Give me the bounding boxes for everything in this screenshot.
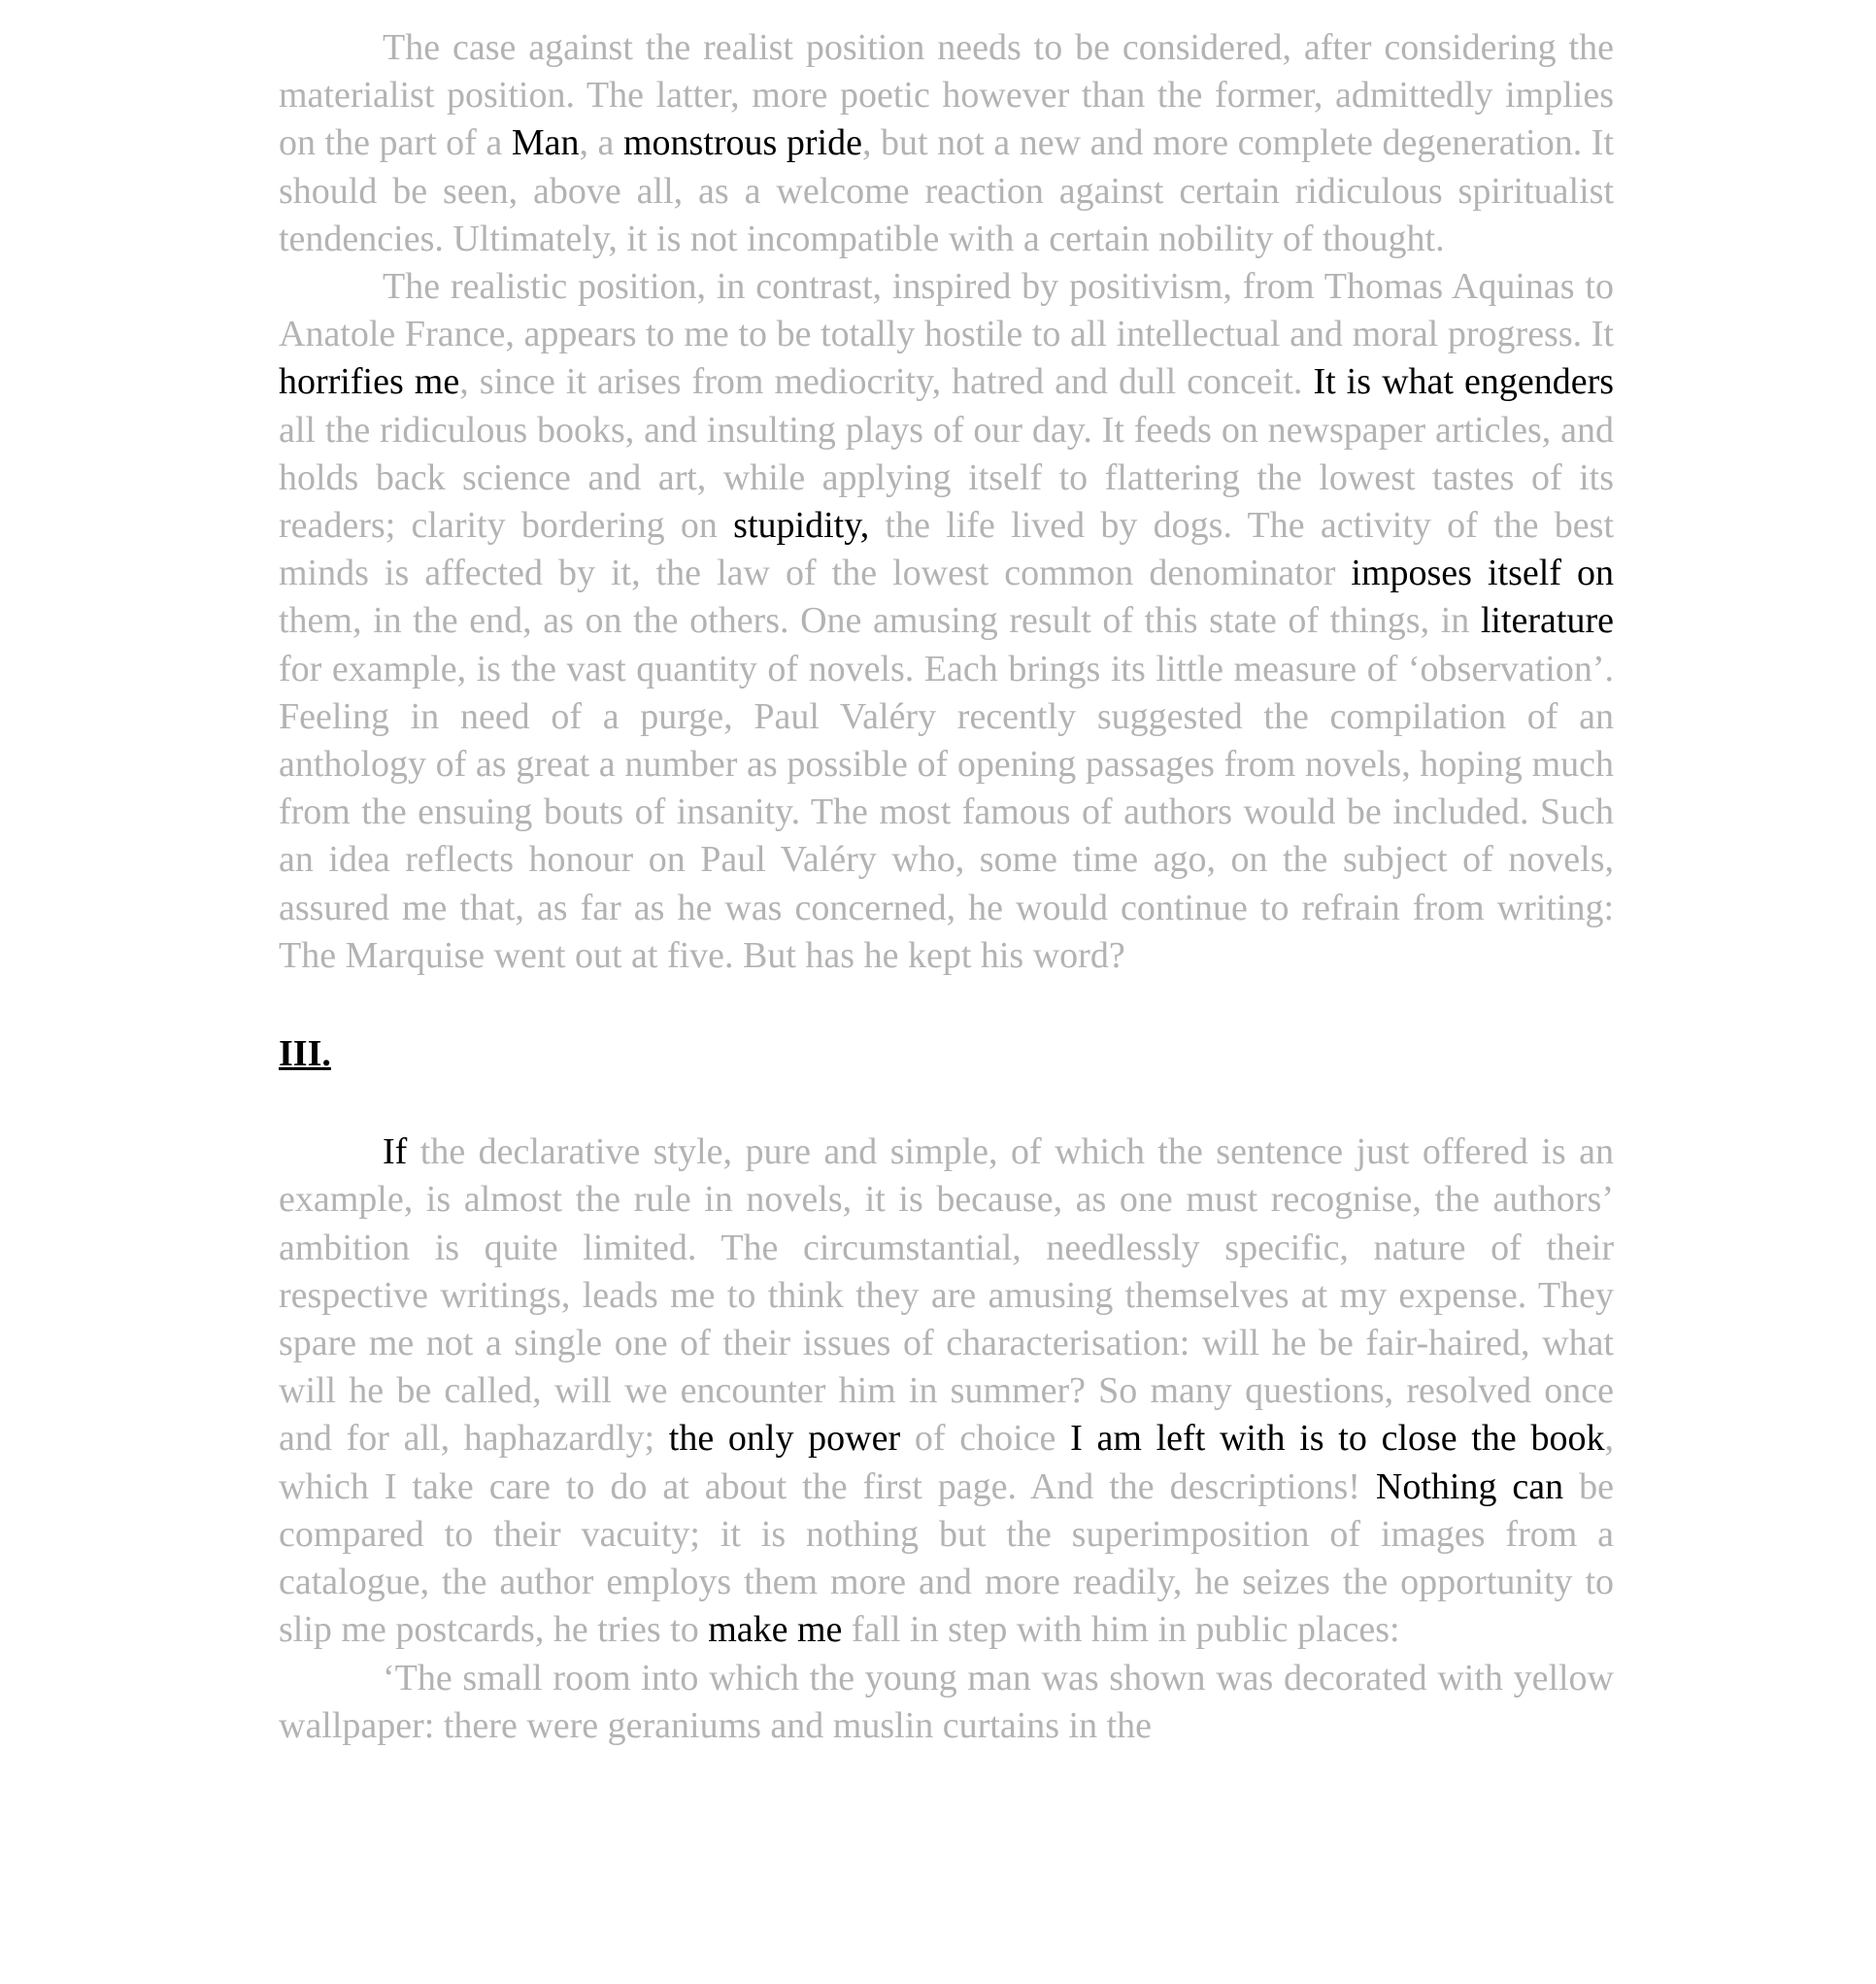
text-segment: the declarative style, pure and simple, of which the sentence just offered is an example, is almost the rule in novels, it is because, as one must recognise, the authors’ ambition is quite limited. The circumstantial, needlessly specific, nature of their respective writings, leads me to think they are amusing themselves at my expense. They spare me not a single one of their issues of characterisation: will he be fair-haired, what will he be called, will we encounter him in summer? So many questions, resolved once and for all, haphazardly; — [279, 1131, 1614, 1460]
text-segment: all the ridiculous books, and insulting plays of our day. It feeds on newspaper articles, and holds back science and art, while applying itself to flattering the lowest tastes of its readers; clarity bordering on — [279, 409, 1614, 547]
section-heading: III. — [279, 1033, 331, 1075]
highlighted-phrase: the only power — [668, 1418, 901, 1460]
text-segment: ‘The small room into which the young man was shown was decorated with yellow wallpaper: there were geraniums and muslin curtains in the — [279, 1657, 1614, 1746]
text-segment: be compared to their vacuity; it is nothing but the superimposition of images from a catalogue, the author employs them more and more readily, he seizes the opportunity to slip me postcards, he tries to — [279, 1465, 1614, 1651]
highlighted-phrase: make me — [708, 1609, 843, 1651]
text-segment: fall in step with him in public places: — [842, 1609, 1400, 1651]
highlighted-phrase: horrifies me — [279, 361, 460, 403]
text-segment: , since it arises from mediocrity, hatred and dull conceit. — [459, 361, 1314, 403]
highlighted-phrase: Nothing can — [1375, 1465, 1564, 1507]
text-segment: The realistic position, in contrast, inspired by positivism, from Thomas Aquinas to Anatole France, appears to me to be totally hostile to all intellectual and moral progress. It — [279, 266, 1614, 355]
text-segment: them, in the end, as on the others. One amusing result of this state of things, in — [279, 600, 1481, 642]
highlighted-phrase: monstrous pride — [623, 122, 862, 164]
text-segment: the life lived by dogs. The activity of the best minds is affected by it, the law of the lowest common denominator — [279, 505, 1614, 594]
text-segment: , which I take care to do at about the first page. And the descriptions! — [279, 1418, 1615, 1507]
document-page — [279, 24, 1614, 1750]
highlighted-phrase: It is what engenders — [1313, 361, 1615, 403]
highlighted-phrase: Man — [511, 122, 580, 164]
text-segment: , a — [579, 122, 623, 164]
paragraph-declarative-style — [279, 1128, 1614, 1654]
paragraph-quotation — [279, 1655, 1614, 1750]
text-segment: of choice — [900, 1418, 1071, 1460]
highlighted-phrase: literature — [1480, 600, 1614, 642]
text-segment: , but not a new and more complete degeneration. It should be seen, above all, as a welcome reaction against certain ridiculous spiritualist tendencies. Ultimately, it is not incompatible with a certain nobility of thought. — [279, 122, 1615, 259]
paragraph-realistic — [279, 263, 1614, 980]
paragraph-materialist — [279, 24, 1614, 263]
text-segment: The case against the realist position needs to be considered, after considering the materialist position. The latter, more poetic however than the former, admittedly implies on the part of a — [279, 27, 1614, 164]
highlighted-phrase: If — [383, 1131, 408, 1173]
highlighted-phrase: I am left with is to close the book — [1070, 1418, 1605, 1460]
highlighted-phrase: imposes itself on — [1351, 553, 1614, 594]
highlighted-phrase: stupidity, — [733, 505, 870, 547]
text-segment: for example, is the vast quantity of novels. Each brings its little measure of ‘observation’. Feeling in need of a purge, Paul Valéry recently suggested the compilation of an anthology of as great a number as possible of opening passages from novels, hoping much from the ensuing bouts of insanity. The most famous of authors would be included. Such an idea reflects honour on Paul Valéry who, some time ago, on the subject of novels, assured me that, as far as he was concerned, he would continue to refrain from writing: The Marquise went out at five. But has he kept his word? — [279, 648, 1614, 976]
